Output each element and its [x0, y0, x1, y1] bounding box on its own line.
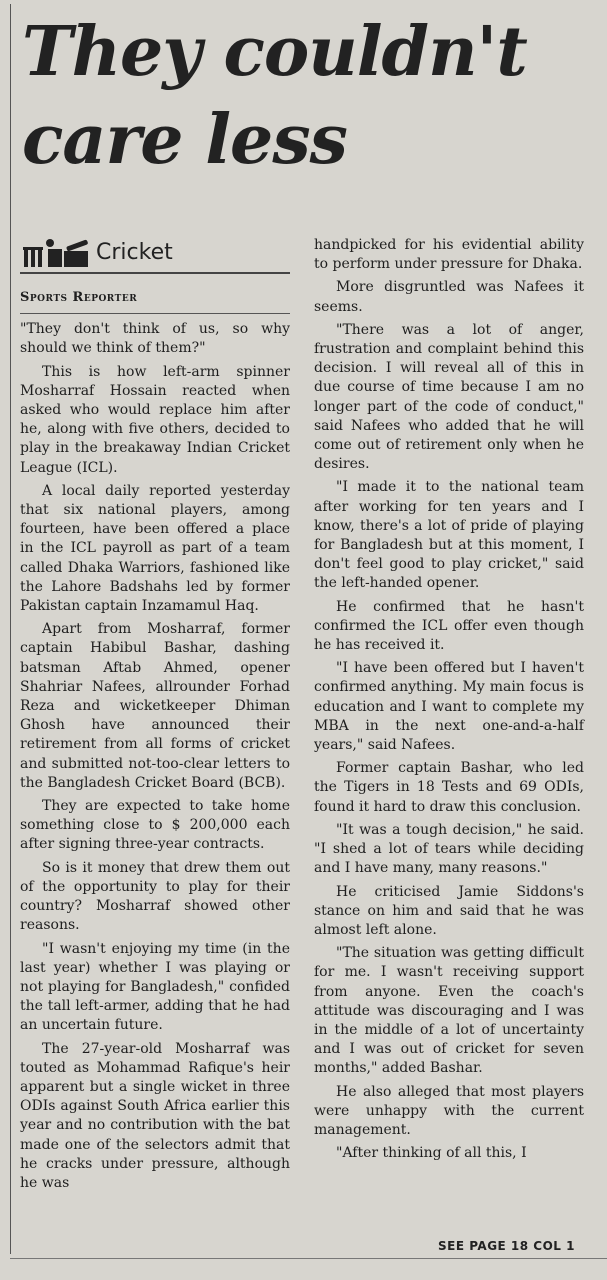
paragraph: handpicked for his evidential ability to perform under pressure for Dhaka.	[314, 237, 584, 273]
paragraph: "They don't think of us, so why should we think of them?"	[20, 321, 290, 357]
bottom-rule	[10, 1258, 607, 1259]
paragraph: "After thinking of all this, I	[336, 1145, 527, 1162]
paragraph: "The situation was getting difficult for me. I wasn't receiving support from anyone. Even the coach's attitude was discouraging and I was in the middle of a lot of uncertainty and I was out of cricket for seven months," added Bashar.	[314, 945, 584, 1077]
byline: Sports Reporter	[20, 288, 290, 314]
column-rule-left	[10, 4, 11, 1254]
headline-line-2: care less	[22, 100, 347, 180]
paragraph: This is how left-arm spinner Mosharraf Hossain reacted when asked who would replace him after he, along with five others, decided to play in the breakaway Indian Cricket League (ICL).	[20, 363, 290, 476]
continuation-jump-line: SEE PAGE 18 COL 1	[438, 1239, 575, 1253]
paragraph: "There was a lot of anger, frustration and complaint behind this decision. I will reveal all of this in due course of time because I am no longer part of the code of conduct," said Nafees who added that he will come out of retirement only when he desires.	[314, 321, 584, 473]
paragraph: He confirmed that he hasn't confirmed the ICL offer even though he has received it.	[314, 598, 584, 654]
paragraph: "It was a tough decision," he said. "I shed a lot of tears while deciding and I have many, many reasons."	[314, 821, 584, 877]
paragraph: A local daily reported yesterday that six national players, among fourteen, have been offered a place in the ICL payroll as part of a team called Dhaka Warriors, fashioned like the Lahore Badshahs led by former Pakistan captain Inzamamul Haq.	[20, 482, 290, 615]
left-column	[20, 236, 290, 1197]
paragraph: "I wasn't enjoying my time (in the last year) whether I was playing or not playing for Bangladesh," confided the tall left-armer, adding that he had an uncertain future.	[20, 940, 290, 1034]
paragraph: He criticised Jamie Siddons's stance on him and said that he was almost left alone.	[314, 883, 584, 938]
paragraph: Apart from Mosharraf, former captain Habibul Bashar, dashing batsman Aftab Ahmed, opener Shahriar Nafees, allrounder Forhad Reza and wicketkeeper Dhiman Ghosh have announced their retirement from all forms of cricket and submitted not-too-clear letters to the Bangladesh Cricket Board (BCB).	[20, 621, 290, 791]
headline-line-1: They couldn't	[22, 12, 527, 92]
paragraph: They are expected to take home something close to $ 200,000 each after signing three-year contracts.	[20, 798, 290, 853]
paragraph: "I made it to the national team after working for ten years and I know, there's a lot of pride of playing for Bangladesh but at this moment, I don't feel good to play cricket," said the left-handed opener.	[314, 479, 584, 592]
cricket-bat-ball-stumps-icon	[20, 237, 92, 269]
paragraph: "I have been offered but I haven't confirmed anything. My main focus is education and I want to complete my MBA in the next one-and-a-half years," said Nafees.	[314, 660, 584, 754]
paragraph: The 27-year-old Mosharraf was touted as Mohammad Rafique's heir apparent but a single wicket in three ODIs against South Africa earlier this year and no contribution with the bat made one of the selectors admit that he cracks under pressure, although he was	[20, 1040, 290, 1191]
left-column-paragraphs	[20, 320, 290, 1193]
paragraph: Former captain Bashar, who led the Tigers in 18 Tests and 69 ODIs, found it hard to draw this conclusion.	[314, 760, 584, 815]
paragraph: He also alleged that most players were unhappy with the current management.	[314, 1083, 584, 1138]
headline	[22, 8, 602, 184]
right-column	[314, 236, 584, 1167]
section-header	[20, 236, 290, 274]
paragraph: More disgruntled was Nafees it seems.	[314, 279, 584, 315]
section-label: Cricket	[96, 240, 173, 266]
paragraph: So is it money that drew them out of the opportunity to play for their country? Mosharraf showed other reasons.	[20, 859, 290, 934]
